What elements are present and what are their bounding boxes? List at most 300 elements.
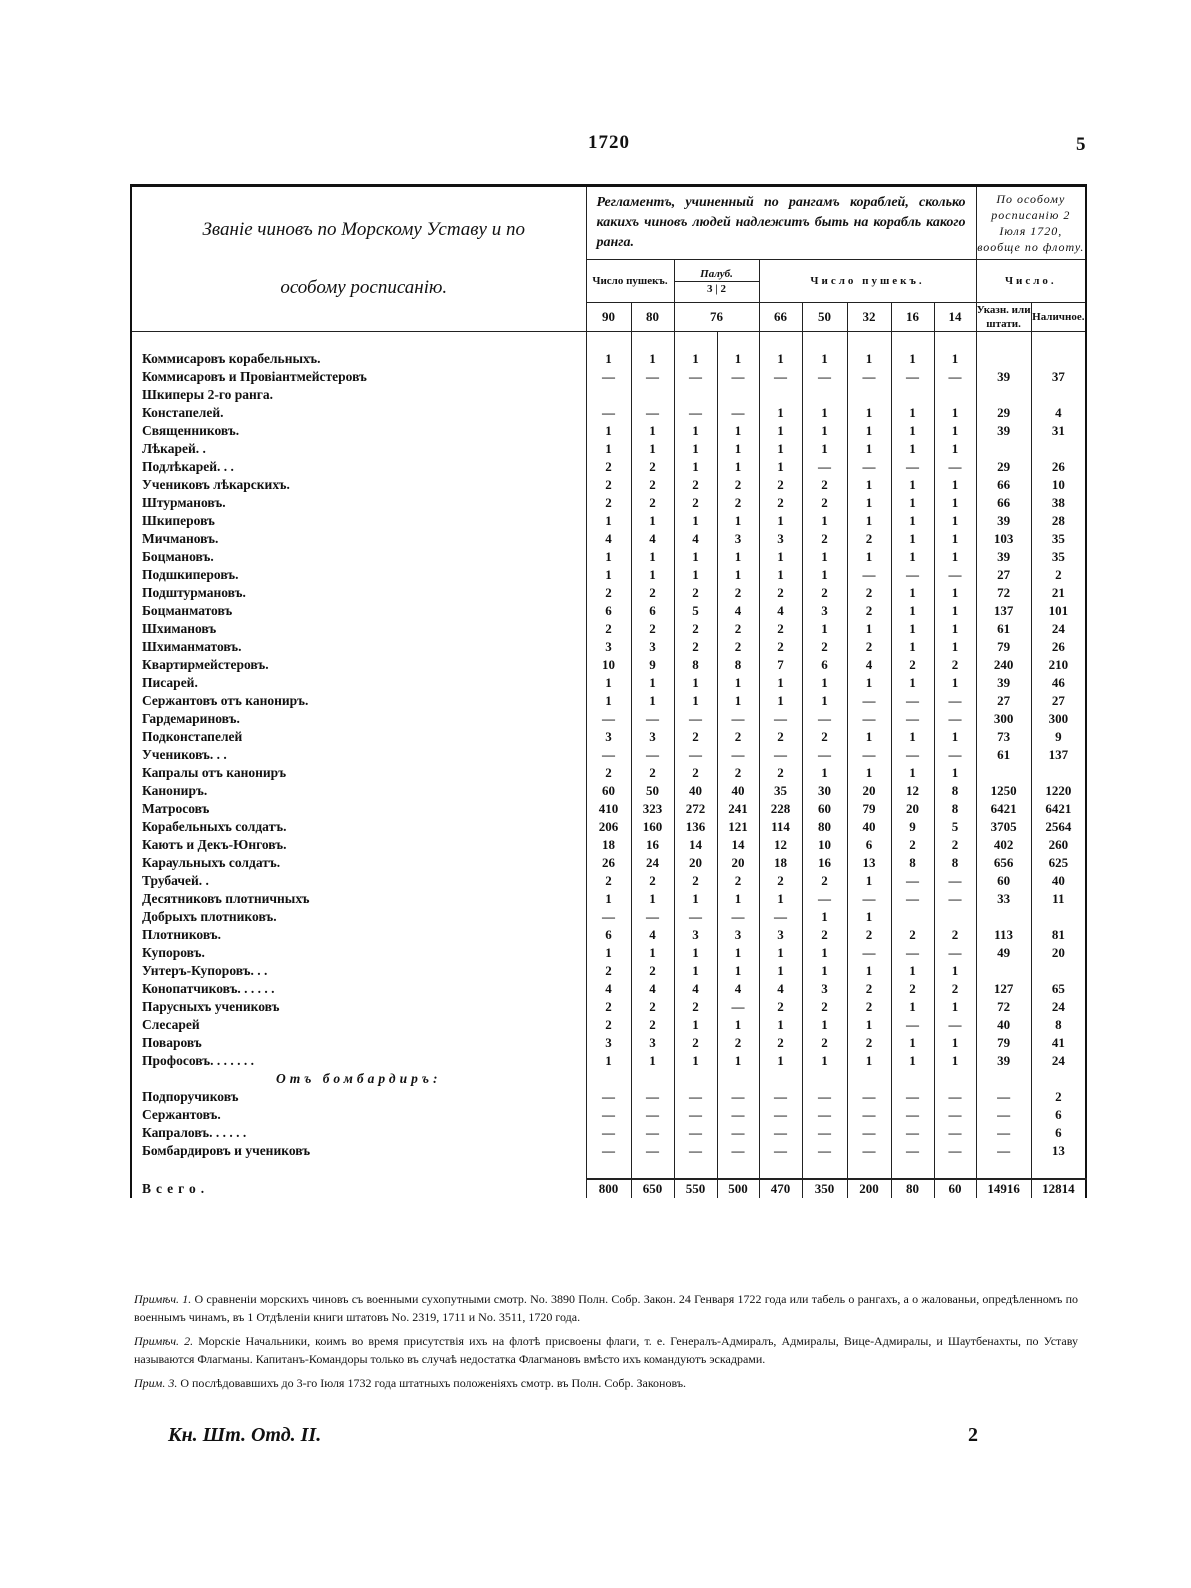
value-cell: — [586, 368, 631, 386]
table-row [131, 998, 1086, 1016]
value-cell: 79 [847, 800, 891, 818]
value-cell: — [759, 908, 802, 926]
value-cell: 1 [631, 944, 674, 962]
col-66: 66 [759, 303, 802, 332]
col-32: 32 [847, 303, 891, 332]
value-cell: 6 [1031, 1124, 1086, 1142]
value-cell: 2 [1031, 1088, 1086, 1106]
value-cell: — [891, 1124, 934, 1142]
section-label: Отъ бомбардиръ: [276, 1071, 442, 1086]
value-cell: 24 [631, 854, 674, 872]
rank-name: Бомбардировъ и учениковъ [142, 1143, 311, 1158]
value-cell: 1 [891, 548, 934, 566]
value-cell: 1 [674, 1052, 717, 1070]
note-prefix: Примѣч. 1. [134, 1292, 192, 1306]
rank-name: Каютъ и Декъ-Юнговъ. [142, 837, 287, 852]
empty-cell [802, 1070, 847, 1088]
value-cell: — [717, 710, 759, 728]
value-cell: 46 [1031, 674, 1086, 692]
value-cell: 39 [976, 548, 1031, 566]
value-cell: 3 [802, 980, 847, 998]
value-cell: — [891, 458, 934, 476]
value-cell: 1 [891, 638, 934, 656]
value-cell: — [934, 710, 976, 728]
value-cell: 29 [976, 404, 1031, 422]
value-cell: 470 [759, 1179, 802, 1198]
page-number: 5 [1076, 134, 1086, 155]
value-cell: 1 [631, 890, 674, 908]
table-row [131, 1124, 1086, 1142]
value-cell: 1 [847, 404, 891, 422]
value-cell: 5 [674, 602, 717, 620]
value-cell: 1 [717, 962, 759, 980]
value-cell: — [891, 872, 934, 890]
value-cell: 24 [1031, 1052, 1086, 1070]
rank-name: Констапелей. [142, 405, 224, 420]
value-cell: 1 [631, 350, 674, 368]
value-cell: 1 [934, 1034, 976, 1052]
rank-name: Десятниковъ плотничныхъ [142, 891, 310, 906]
value-cell: 1 [586, 890, 631, 908]
value-cell: — [717, 1142, 759, 1160]
value-cell: — [717, 1088, 759, 1106]
table-row [131, 800, 1086, 818]
rank-name: Боцмановъ. [142, 549, 214, 564]
empty-cell [759, 1070, 802, 1088]
value-cell: 323 [631, 800, 674, 818]
value-cell: 650 [631, 1179, 674, 1198]
table-row [131, 926, 1086, 944]
value-cell: 2 [802, 530, 847, 548]
value-cell: 1 [586, 350, 631, 368]
value-cell: 6 [631, 602, 674, 620]
value-cell: 2 [586, 962, 631, 980]
value-cell: 1 [717, 350, 759, 368]
rank-name: Священниковъ. [142, 423, 240, 438]
table-row [131, 728, 1086, 746]
table-row [131, 1052, 1086, 1070]
value-cell: 39 [976, 512, 1031, 530]
value-cell: 60 [976, 872, 1031, 890]
value-cell [934, 908, 976, 926]
value-cell: — [891, 692, 934, 710]
value-cell: 4 [759, 980, 802, 998]
value-cell [631, 386, 674, 404]
table-row [131, 710, 1086, 728]
value-cell: 10 [586, 656, 631, 674]
value-cell: 1 [674, 944, 717, 962]
value-cell: 2 [717, 728, 759, 746]
footer-signature: 2 [968, 1424, 978, 1446]
footnotes [134, 1290, 1078, 1398]
col-16: 16 [891, 303, 934, 332]
value-cell: — [891, 1142, 934, 1160]
value-cell: — [891, 566, 934, 584]
value-cell: 1 [802, 944, 847, 962]
value-cell: — [631, 1106, 674, 1124]
rank-name: Коммисаровъ корабельныхъ. [142, 351, 321, 366]
value-cell: 26 [1031, 458, 1086, 476]
value-cell: 3 [586, 638, 631, 656]
value-cell: — [847, 566, 891, 584]
value-cell: 1 [759, 674, 802, 692]
table-row [131, 404, 1086, 422]
value-cell [976, 350, 1031, 368]
value-cell: 2 [586, 764, 631, 782]
value-cell: 2 [586, 620, 631, 638]
empty-cell [717, 1160, 759, 1179]
value-cell: 1 [847, 1016, 891, 1034]
value-cell: — [586, 746, 631, 764]
value-cell: 2 [631, 764, 674, 782]
value-cell: 80 [891, 1179, 934, 1198]
value-cell: — [802, 1124, 847, 1142]
value-cell: 1 [674, 440, 717, 458]
value-cell: 300 [1031, 710, 1086, 728]
empty-cell [934, 1160, 976, 1179]
empty-cell [586, 1070, 631, 1088]
value-cell: 65 [1031, 980, 1086, 998]
value-cell: 1 [847, 728, 891, 746]
value-cell: 2 [934, 980, 976, 998]
value-cell: 2 [674, 476, 717, 494]
value-cell: 1 [759, 962, 802, 980]
value-cell: 1 [934, 1052, 976, 1070]
value-cell: — [586, 1142, 631, 1160]
value-cell: — [759, 1142, 802, 1160]
value-cell: 1 [759, 1052, 802, 1070]
value-cell: 1 [631, 674, 674, 692]
table-row [131, 818, 1086, 836]
value-cell: 2 [717, 1034, 759, 1052]
value-cell [1031, 440, 1086, 458]
value-cell: — [674, 1124, 717, 1142]
value-cell: 1 [586, 548, 631, 566]
value-cell: — [586, 1124, 631, 1142]
rank-name: Подштурмановъ. [142, 585, 246, 600]
value-cell: 66 [976, 494, 1031, 512]
value-cell: — [847, 1142, 891, 1160]
value-cell: 1 [934, 476, 976, 494]
deck-3: 3 [707, 282, 713, 295]
note-prefix: Прим. 3. [134, 1376, 178, 1390]
value-cell: 6421 [976, 800, 1031, 818]
table-row [131, 440, 1086, 458]
value-cell: — [847, 458, 891, 476]
table-row [131, 584, 1086, 602]
value-cell: 61 [976, 746, 1031, 764]
value-cell: 4 [674, 530, 717, 548]
value-cell: 1 [934, 638, 976, 656]
value-cell: 2 [847, 926, 891, 944]
guns-label-1: Число пушекъ. [586, 260, 674, 303]
value-cell: 1 [847, 440, 891, 458]
value-cell: 37 [1031, 368, 1086, 386]
value-cell: 5 [934, 818, 976, 836]
empty-cell [717, 1070, 759, 1088]
value-cell: 2 [631, 620, 674, 638]
value-cell: 1 [674, 422, 717, 440]
note-2 [134, 1332, 1078, 1368]
value-cell: 1 [586, 674, 631, 692]
value-cell: — [847, 1124, 891, 1142]
value-cell: — [976, 1142, 1031, 1160]
value-cell: 1 [891, 1052, 934, 1070]
value-cell: — [631, 710, 674, 728]
value-cell: 2 [631, 476, 674, 494]
value-cell: 41 [1031, 1034, 1086, 1052]
value-cell: 1250 [976, 782, 1031, 800]
value-cell [934, 386, 976, 404]
value-cell: 2 [759, 728, 802, 746]
rank-name: Корабельныхъ солдатъ. [142, 819, 287, 834]
value-cell: 12 [759, 836, 802, 854]
decks-label: Палуб. [675, 267, 759, 282]
value-cell: — [802, 710, 847, 728]
value-cell: 1 [802, 674, 847, 692]
value-cell: 2 [1031, 566, 1086, 584]
table-row [131, 1034, 1086, 1052]
value-cell: 1 [847, 422, 891, 440]
empty-cell [1031, 1070, 1086, 1088]
value-cell: 4 [717, 602, 759, 620]
empty-cell [934, 1070, 976, 1088]
col-50: 50 [802, 303, 847, 332]
value-cell: 1 [847, 548, 891, 566]
spacer-row [131, 332, 1086, 351]
rank-name: Сержантовъ отъ канониръ. [142, 693, 309, 708]
value-cell: 1 [934, 620, 976, 638]
value-cell: 1 [717, 458, 759, 476]
empty-cell [131, 1160, 586, 1179]
value-cell: 2 [674, 872, 717, 890]
value-cell: 24 [1031, 620, 1086, 638]
value-cell: 13 [847, 854, 891, 872]
value-cell: — [586, 908, 631, 926]
value-cell: 8 [934, 854, 976, 872]
value-cell [802, 386, 847, 404]
value-cell: — [631, 1124, 674, 1142]
value-cell [976, 908, 1031, 926]
value-cell: 1 [759, 350, 802, 368]
rank-name: Капралы отъ канониръ [142, 765, 287, 780]
table-row [131, 890, 1086, 908]
guns-label-2: Число пушекъ. [759, 260, 976, 303]
value-cell: 79 [976, 1034, 1031, 1052]
value-cell: — [717, 746, 759, 764]
value-cell: 2 [631, 584, 674, 602]
value-cell: — [717, 404, 759, 422]
rank-name: Конопатчиковъ. . . . . . [142, 981, 275, 996]
value-cell: 800 [586, 1179, 631, 1198]
value-cell: 260 [1031, 836, 1086, 854]
value-cell: 2 [847, 584, 891, 602]
value-cell: 2 [717, 494, 759, 512]
value-cell: — [802, 890, 847, 908]
value-cell: 1 [717, 440, 759, 458]
rank-name: Слесарей [142, 1017, 200, 1032]
value-cell: 2 [802, 998, 847, 1016]
table-row [131, 1179, 1086, 1198]
value-cell: — [934, 944, 976, 962]
page-year: 1720 [588, 132, 630, 153]
value-cell: — [674, 710, 717, 728]
value-cell: — [717, 368, 759, 386]
value-cell: 3 [717, 530, 759, 548]
rank-name: Добрыхъ плотниковъ. [142, 909, 277, 924]
value-cell: 2 [847, 602, 891, 620]
value-cell: 410 [586, 800, 631, 818]
value-cell: — [631, 368, 674, 386]
value-cell: 114 [759, 818, 802, 836]
value-cell: — [934, 890, 976, 908]
empty-cell [847, 1160, 891, 1179]
value-cell: — [934, 368, 976, 386]
value-cell: 1 [891, 674, 934, 692]
value-cell: 14 [674, 836, 717, 854]
value-cell: — [759, 1106, 802, 1124]
value-cell: 2 [891, 926, 934, 944]
note-3 [134, 1374, 1078, 1392]
value-cell: 4 [586, 980, 631, 998]
value-cell: 2 [631, 998, 674, 1016]
value-cell: — [891, 710, 934, 728]
value-cell: 79 [976, 638, 1031, 656]
table-row [131, 908, 1086, 926]
value-cell: 2 [802, 494, 847, 512]
value-cell: 9 [631, 656, 674, 674]
value-cell: 10 [1031, 476, 1086, 494]
value-cell: 550 [674, 1179, 717, 1198]
value-cell [1031, 386, 1086, 404]
value-cell: 2 [847, 1034, 891, 1052]
value-cell: — [717, 1106, 759, 1124]
rank-name: Шхиманматовъ. [142, 639, 242, 654]
note-1 [134, 1290, 1078, 1326]
value-cell: 3 [631, 1034, 674, 1052]
value-cell: 1 [674, 512, 717, 530]
empty-cell [1031, 1160, 1086, 1179]
value-cell: 1 [891, 998, 934, 1016]
value-cell: — [934, 692, 976, 710]
value-cell: 200 [847, 1179, 891, 1198]
value-cell: 6 [847, 836, 891, 854]
value-cell: 2 [759, 638, 802, 656]
value-cell: 1 [759, 692, 802, 710]
table-row [131, 782, 1086, 800]
value-cell: 2 [717, 620, 759, 638]
value-cell: — [847, 890, 891, 908]
value-cell: — [759, 1124, 802, 1142]
value-cell: 2 [717, 764, 759, 782]
value-cell: — [759, 710, 802, 728]
value-cell: 1 [717, 1016, 759, 1034]
value-cell: 1 [674, 350, 717, 368]
value-cell: 1 [847, 620, 891, 638]
value-cell: — [891, 1088, 934, 1106]
value-cell [891, 908, 934, 926]
value-cell: 2 [717, 584, 759, 602]
value-cell: 18 [759, 854, 802, 872]
value-cell: 61 [976, 620, 1031, 638]
value-cell: 8 [891, 854, 934, 872]
value-cell: 137 [976, 602, 1031, 620]
title-line-1: Званіе чиновъ по Морскому Уставу и по [202, 219, 525, 240]
value-cell: 1 [934, 728, 976, 746]
value-cell [976, 386, 1031, 404]
value-cell: 50 [631, 782, 674, 800]
value-cell: 38 [1031, 494, 1086, 512]
value-cell: 2 [802, 584, 847, 602]
value-cell: 21 [1031, 584, 1086, 602]
value-cell: 1 [674, 962, 717, 980]
value-cell: 1 [759, 566, 802, 584]
value-cell: 35 [1031, 548, 1086, 566]
table-row [131, 350, 1086, 368]
table-row [131, 962, 1086, 980]
value-cell: 1 [631, 422, 674, 440]
value-cell: 4 [631, 980, 674, 998]
value-cell: 137 [1031, 746, 1086, 764]
value-cell: 206 [586, 818, 631, 836]
value-cell: 1 [934, 998, 976, 1016]
value-cell: 72 [976, 584, 1031, 602]
value-cell: 1 [891, 764, 934, 782]
value-cell: 1 [891, 728, 934, 746]
value-cell: 1 [759, 1016, 802, 1034]
value-cell: 72 [976, 998, 1031, 1016]
value-cell: 7 [759, 656, 802, 674]
value-cell: 1 [934, 548, 976, 566]
value-cell: 1 [891, 620, 934, 638]
spacer-cell [586, 332, 631, 351]
value-cell: — [934, 1124, 976, 1142]
spacer-cell [131, 332, 586, 351]
value-cell: 1 [891, 1034, 934, 1052]
value-cell: — [934, 1106, 976, 1124]
value-cell: 33 [976, 890, 1031, 908]
value-cell: 1 [631, 692, 674, 710]
spacer-cell [717, 332, 759, 351]
value-cell: 20 [891, 800, 934, 818]
value-cell: 2564 [1031, 818, 1086, 836]
value-cell: 1 [802, 1052, 847, 1070]
value-cell: 11 [1031, 890, 1086, 908]
value-cell: 4 [674, 980, 717, 998]
value-cell: 2 [674, 584, 717, 602]
value-cell: 1 [847, 350, 891, 368]
count-label: Число. [976, 260, 1086, 303]
value-cell: — [631, 1088, 674, 1106]
value-cell: — [802, 458, 847, 476]
table-row [131, 764, 1086, 782]
value-cell: 1 [674, 458, 717, 476]
value-cell: 2 [674, 998, 717, 1016]
value-cell: 40 [717, 782, 759, 800]
rank-name: Подлѣкарей. . . [142, 459, 234, 474]
value-cell: — [759, 1088, 802, 1106]
value-cell: 350 [802, 1179, 847, 1198]
spacer-cell [674, 332, 717, 351]
value-cell: 3 [802, 602, 847, 620]
value-cell: 625 [1031, 854, 1086, 872]
empty-cell [802, 1160, 847, 1179]
empty-cell [674, 1070, 717, 1088]
footer-book-ref: Кн. Шт. Отд. II. [168, 1424, 322, 1446]
value-cell: 3 [717, 926, 759, 944]
value-cell: 1 [802, 908, 847, 926]
value-cell: 4 [717, 980, 759, 998]
